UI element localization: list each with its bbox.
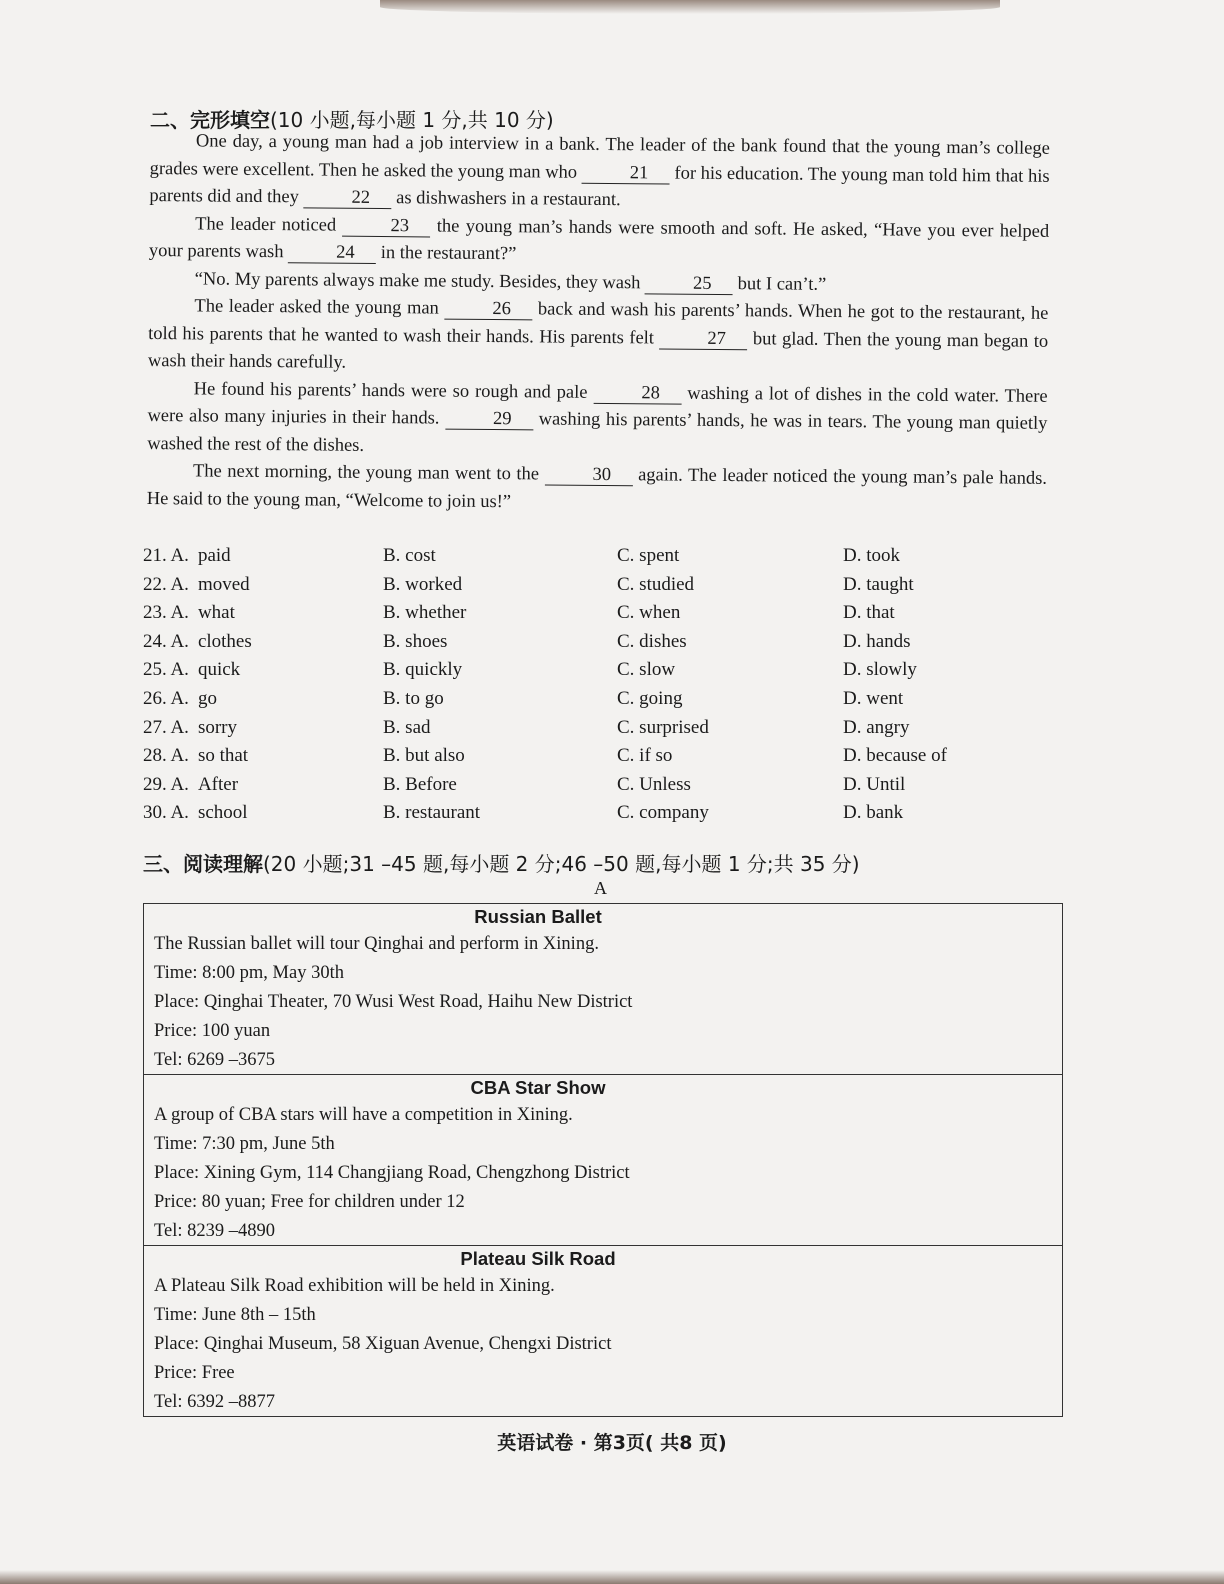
ad-line: Place: Qinghai Theater, 70 Wusi West Road, Haihu New District <box>154 992 633 1012</box>
question-number: 27. A. <box>143 716 189 738</box>
passage-text: “No. My parents always make me study. Besides, they wash <box>194 268 646 293</box>
option-row <box>143 545 1043 574</box>
question-number: 21. A. <box>143 545 189 566</box>
option-row <box>143 602 1043 631</box>
option-d: D. taught <box>843 573 914 595</box>
option-d: D. because of <box>843 745 947 767</box>
section-3-note: (20 小题;31 –45 题,每小题 2 分;46 –50 题,每小题 1 分;共 35 分) <box>263 852 860 876</box>
passage-text: washing a lot of dishes in the cold water. There were also many injuries in their hands. <box>147 383 1048 429</box>
passage-text: He found his parents’ hands were so rough and pale <box>193 378 594 403</box>
blank-24: 24 <box>288 242 376 264</box>
question-number: 23. A. <box>143 602 189 624</box>
option-b: B. Before <box>383 773 457 795</box>
option-c: C. surprised <box>617 716 709 738</box>
ad-block <box>144 1075 1062 1246</box>
option-c: C. slow <box>617 659 676 681</box>
question-number: 24. A. <box>143 630 189 652</box>
cloze-passage <box>147 128 1050 521</box>
answer-options <box>143 545 1043 831</box>
section-2-title: 二、完形填空 <box>150 108 270 132</box>
blank-23: 23 <box>342 215 430 237</box>
blank-22: 22 <box>303 187 391 209</box>
option-d: D. Until <box>843 773 906 795</box>
option-c: C. studied <box>617 573 695 595</box>
question-number: 26. A. <box>143 687 189 709</box>
option-row <box>143 745 1043 774</box>
option-d: D. angry <box>843 716 910 738</box>
option-c: C. going <box>617 687 683 709</box>
ad-line: The Russian ballet will tour Qinghai and perform in Xining. <box>154 934 599 954</box>
ad-line: Time: 8:00 pm, May 30th <box>154 963 344 983</box>
event-ads-table <box>143 903 1063 1417</box>
ad-line: Price: 100 yuan <box>154 1021 271 1041</box>
ad-line: A Plateau Silk Road exhibition will be held in Xining. <box>154 1276 555 1296</box>
passage-text: The leader asked the young man <box>194 296 445 319</box>
option-a <box>143 574 250 596</box>
section-2-note: (10 小题,每小题 1 分,共 10 分) <box>270 108 554 132</box>
option-c: C. company <box>617 802 709 824</box>
option-d: D. went <box>843 687 904 709</box>
option-b: B. sad <box>383 716 431 738</box>
ad-line: A group of CBA stars will have a competition in Xining. <box>154 1105 573 1125</box>
option-d: D. hands <box>843 630 911 652</box>
option-row <box>143 631 1043 660</box>
option-d: D. bank <box>843 802 904 824</box>
option-b: B. worked <box>383 573 463 595</box>
option-b: B. shoes <box>383 630 448 652</box>
blank-21: 21 <box>582 162 670 184</box>
option-a <box>143 774 238 796</box>
option-a <box>143 688 217 710</box>
passage-text: back and wash his parents’ hands. When he got to the restaurant, he told his parents that he wanted to wash their hands. His parents felt <box>148 299 1049 348</box>
page-edge-shadow-bottom <box>0 1570 1224 1584</box>
option-b: B. quickly <box>383 659 463 681</box>
ad-line: Tel: 8239 –4890 <box>154 1221 275 1241</box>
blank-27: 27 <box>659 328 747 350</box>
question-number: 29. A. <box>143 773 189 795</box>
option-row <box>143 717 1043 746</box>
section-3-title: 三、阅读理解 <box>143 852 263 876</box>
ad-title: Plateau Silk Road <box>460 1248 616 1269</box>
option-d: D. that <box>843 602 895 624</box>
passage-text: the young man’s hands were smooth and soft. He asked, “Have you ever helped your parents wash <box>148 215 1050 263</box>
option-b: B. cost <box>383 545 436 566</box>
passage-text: but I can’t.” <box>732 273 827 295</box>
question-number: 22. A. <box>143 573 189 595</box>
option-row <box>143 774 1043 803</box>
page-footer: 英语试卷 · 第3页( 共8 页) <box>497 1432 727 1454</box>
question-number: 28. A. <box>143 745 189 767</box>
option-a <box>143 545 231 567</box>
option-d: D. slowly <box>843 659 917 681</box>
blank-29: 29 <box>445 409 533 431</box>
ad-line: Tel: 6269 –3675 <box>154 1050 275 1070</box>
passage-paragraph-5 <box>147 375 1048 465</box>
option-a-text: paid <box>197 545 231 566</box>
ad-block <box>144 904 1062 1075</box>
option-a-text: school <box>197 802 248 824</box>
question-number: 25. A. <box>143 659 189 681</box>
ad-title: CBA Star Show <box>470 1077 606 1098</box>
blank-30: 30 <box>544 464 632 486</box>
option-b: B. whether <box>383 602 467 624</box>
option-b: B. to go <box>383 687 444 709</box>
ad-line: Tel: 6392 –8877 <box>154 1392 275 1412</box>
passage-paragraph-2 <box>149 210 1049 273</box>
passage-text: for his education. The young man told him that his parents did and they <box>149 163 1050 208</box>
ad-line: Price: 80 yuan; Free for children under 12 <box>154 1192 465 1212</box>
ad-line: Time: June 8th – 15th <box>154 1305 316 1325</box>
option-a <box>143 602 235 624</box>
passage-text: washing his parents’ hands, he was in tears. The young man quietly washed the rest of the dishes. <box>147 409 1048 456</box>
option-a-text: what <box>197 602 235 624</box>
passage-text: but glad. Then the young man began to wash their hands carefully. <box>147 328 1049 373</box>
option-row <box>143 688 1043 717</box>
passage-text: The next morning, the young man went to the <box>192 461 545 485</box>
passage-text: in the restaurant?” <box>376 242 517 265</box>
option-b: B. restaurant <box>383 802 481 824</box>
option-a <box>143 802 248 824</box>
option-c: C. spent <box>617 545 680 566</box>
passage-paragraph-6 <box>147 458 1047 521</box>
option-a-text: quick <box>197 659 241 681</box>
option-a-text: After <box>197 773 239 795</box>
ad-block <box>144 1246 1062 1415</box>
page-edge-shadow-top <box>380 0 1000 14</box>
passage-paragraph-1 <box>149 128 1050 218</box>
option-c: C. dishes <box>617 630 687 652</box>
ad-title: Russian Ballet <box>474 906 602 927</box>
option-c: C. if so <box>617 745 673 767</box>
option-a-text: moved <box>197 573 250 595</box>
blank-26: 26 <box>444 299 532 321</box>
passage-letter: A <box>594 878 607 898</box>
passage-text: The leader noticed <box>195 213 343 236</box>
ad-line: Place: Xining Gym, 114 Changjiang Road, Chengzhong District <box>154 1163 630 1183</box>
option-a <box>143 659 240 681</box>
option-a-text: so that <box>197 745 249 767</box>
passage-text: One day, a young man had a job interview in a bank. The leader of the bank found that the young man’s college grades were excellent. Then he asked the young man who <box>149 131 1050 183</box>
option-a-text: clothes <box>197 630 252 652</box>
option-c: C. when <box>617 602 681 624</box>
ad-line: Price: Free <box>154 1363 235 1383</box>
option-b: B. but also <box>383 745 465 767</box>
option-a <box>143 717 237 739</box>
blank-25: 25 <box>645 273 733 295</box>
blank-28: 28 <box>593 382 681 404</box>
passage-text: again. The leader noticed the young man’s pale hands. He said to the young man, “Welcome to join us!” <box>146 465 1048 512</box>
option-c: C. Unless <box>617 773 691 795</box>
ad-line: Place: Qinghai Museum, 58 Xiguan Avenue, Chengxi District <box>154 1334 612 1354</box>
option-a-text: go <box>197 687 217 709</box>
section-3-heading <box>143 848 860 877</box>
option-a-text: sorry <box>197 716 237 738</box>
option-a <box>143 745 248 767</box>
passage-text: as dishwashers in a restaurant. <box>391 188 621 211</box>
ad-line: Time: 7:30 pm, June 5th <box>154 1134 335 1154</box>
option-row <box>143 659 1043 688</box>
passage-paragraph-4 <box>148 293 1049 383</box>
option-a <box>143 631 252 653</box>
option-row <box>143 574 1043 603</box>
question-number: 30. A. <box>143 802 189 824</box>
option-row <box>143 802 1043 831</box>
option-d: D. took <box>843 545 900 566</box>
